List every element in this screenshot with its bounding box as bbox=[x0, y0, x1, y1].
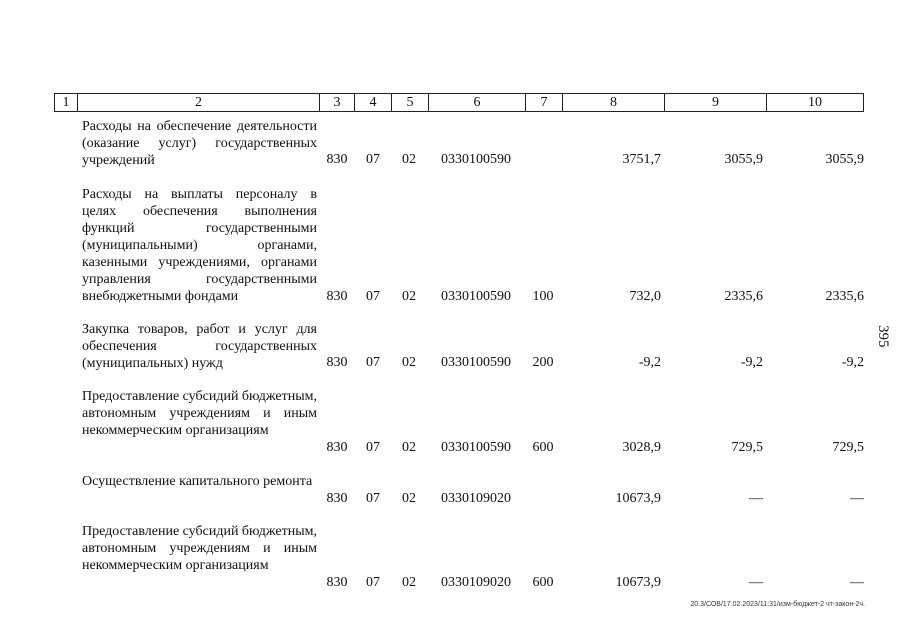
header-col-9: 9 bbox=[664, 94, 766, 111]
row-col-3: 830 bbox=[326, 289, 348, 304]
row-description: Предоставление субсидий бюджетным, автономным учреждениям и иным некоммерческим организациям bbox=[82, 389, 318, 438]
row-col-10: 3055,9 bbox=[825, 152, 864, 167]
row-col-6: 0330100590 bbox=[441, 355, 511, 370]
row-col-6: 0330100590 bbox=[441, 289, 511, 304]
header-col-7: 7 bbox=[525, 94, 562, 111]
row-col-7: 200 bbox=[532, 355, 554, 370]
row-col-10: -9,2 bbox=[841, 355, 864, 370]
row-col-3: 830 bbox=[326, 355, 348, 370]
row-col-8: -9,2 bbox=[638, 355, 661, 370]
row-col-7 bbox=[525, 490, 561, 507]
row-col-5: 02 bbox=[402, 491, 416, 506]
row-col-5: 02 bbox=[402, 289, 416, 304]
row-col-8: 10673,9 bbox=[615, 491, 661, 506]
row-col-9: 3055,9 bbox=[724, 152, 763, 167]
row-description: Осуществление капитального ремонта bbox=[82, 474, 313, 489]
header-col-8: 8 bbox=[562, 94, 664, 111]
header-col-10: 10 bbox=[766, 94, 863, 111]
row-col-5: 02 bbox=[402, 575, 416, 590]
row-col-7: 100 bbox=[532, 289, 554, 304]
row-col-6: 0330109020 bbox=[441, 575, 511, 590]
header-col-1: 1 bbox=[62, 95, 70, 110]
row-col-3: 830 bbox=[326, 575, 348, 590]
row-description: Закупка товаров, работ и услуг для обеспечения государственных (муниципальных) нужд bbox=[82, 322, 317, 371]
row-description: Предоставление субсидий бюджетным, автономным учреждениям и иным некоммерческим организациям bbox=[82, 524, 318, 573]
row-col-5: 02 bbox=[402, 355, 416, 370]
table-header bbox=[54, 93, 864, 112]
row-col-10: — bbox=[850, 575, 864, 590]
header-col-4: 4 bbox=[354, 94, 391, 111]
row-col-4: 07 bbox=[366, 575, 380, 590]
row-col-10: — bbox=[850, 491, 864, 506]
row-col-10: 2335,6 bbox=[825, 289, 864, 304]
row-description: Расходы на выплаты персоналу в целях обеспечения выполнения функций государственными (муниципальными) органами, казенными учреждениями, органами управления государственными внебюджетными фондами bbox=[82, 187, 317, 304]
row-col-6: 0330100590 bbox=[441, 440, 511, 455]
row-col-7: 600 bbox=[532, 575, 554, 590]
row-col-7: 600 bbox=[532, 440, 554, 455]
row-col-9: 2335,6 bbox=[724, 289, 763, 304]
header-col-2: 2 bbox=[77, 94, 319, 111]
row-col-8: 3028,9 bbox=[622, 440, 661, 455]
row-col-8: 732,0 bbox=[629, 289, 661, 304]
row-col-4: 07 bbox=[366, 491, 380, 506]
row-col-9: 729,5 bbox=[731, 440, 763, 455]
row-col-3: 830 bbox=[326, 491, 348, 506]
row-col-4: 07 bbox=[366, 440, 380, 455]
row-col-3: 830 bbox=[326, 440, 348, 455]
row-col-7 bbox=[525, 151, 561, 168]
document-footer: 20.3/СОВ/17.02.2023/11:31/изм-бюджет-2 чт-закон-2ч. bbox=[690, 601, 865, 608]
row-col-4: 07 bbox=[366, 289, 380, 304]
row-col-3: 830 bbox=[326, 152, 348, 167]
row-description: Расходы на обеспечение деятельности (оказание услуг) государственных учреждений bbox=[82, 119, 317, 168]
row-col-6: 0330109020 bbox=[441, 491, 511, 506]
header-col-3: 3 bbox=[319, 94, 354, 111]
header-col-6: 6 bbox=[428, 94, 525, 111]
row-col-8: 3751,7 bbox=[622, 152, 661, 167]
row-col-8: 10673,9 bbox=[615, 575, 661, 590]
row-col-4: 07 bbox=[366, 152, 380, 167]
row-col-6: 0330100590 bbox=[441, 152, 511, 167]
row-col-5: 02 bbox=[402, 440, 416, 455]
row-col-4: 07 bbox=[366, 355, 380, 370]
page-number: 395 bbox=[875, 325, 891, 348]
row-col-9: -9,2 bbox=[740, 355, 763, 370]
row-col-9: — bbox=[749, 575, 763, 590]
row-col-9: — bbox=[749, 491, 763, 506]
row-col-5: 02 bbox=[402, 152, 416, 167]
header-col-5: 5 bbox=[391, 94, 428, 111]
row-col-10: 729,5 bbox=[832, 440, 864, 455]
